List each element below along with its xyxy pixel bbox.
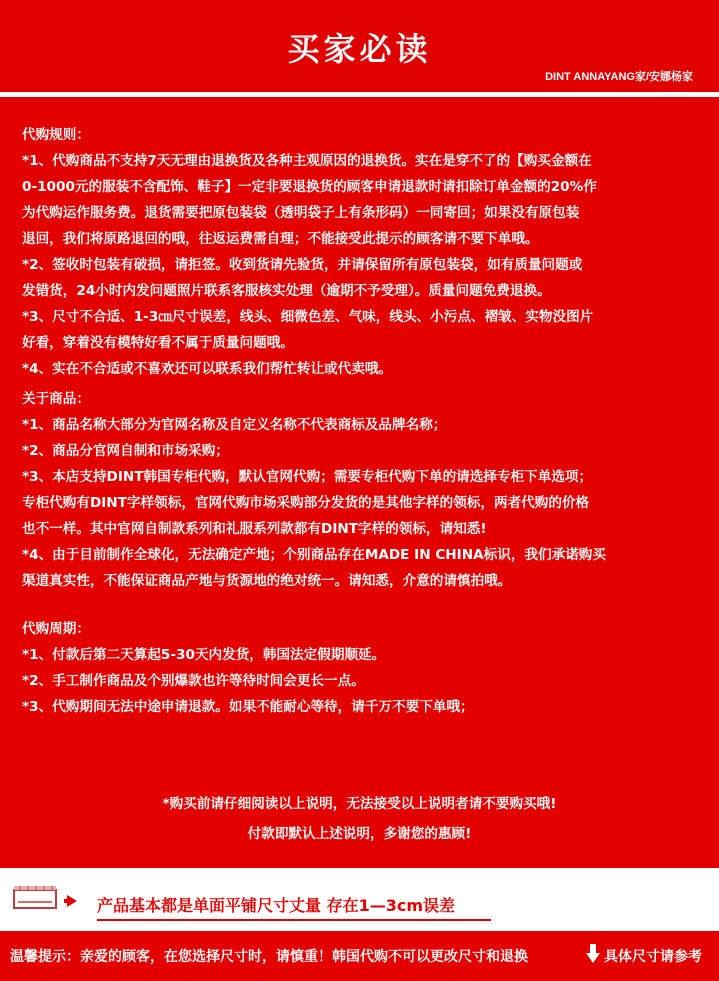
- cycle-line: *1、付款后第二天算起5-30天内发货，韩国法定假期顺延。: [22, 647, 386, 663]
- cycle-line: *2、手工制作商品及个别爆款也许等待时间会更长一点。: [22, 673, 365, 689]
- notice-line-2: 付款即默认上述说明，多谢您的惠顾!: [247, 826, 472, 842]
- rule-line: 好看，穿着没有模特好看不属于质量问题哦。: [22, 335, 294, 351]
- cycle-line: *3、代购期间无法中途申请退款。如果不能耐心等待，请千万不要下单哦；: [22, 699, 474, 715]
- product-line: *2、商品分官网自制和市场采购；: [22, 443, 229, 459]
- rule-line: 发错货，24小时内发问题照片联系客服核实处理（逾期不予受理）。质量问题免费退换。: [22, 283, 551, 299]
- arrow-down-icon: [586, 944, 600, 964]
- product-line: *4、由于目前制作全球化，无法确定产地；个别商品存在MADE IN CHINA标识，我们承诺购买: [22, 547, 606, 563]
- section-heading-cycle: 代购周期：: [22, 621, 90, 637]
- product-line: *3、本店支持DINT韩国专柜代购，默认官网代购；需要专柜代购下单的请选择专柜下单选项；: [22, 469, 593, 485]
- section-heading-purchase-rules: 代购规则：: [22, 127, 90, 143]
- page-title: 买家必读: [287, 30, 432, 68]
- product-line: 专柜代购有DINT字样领标，官网代购市场采购部分发货的是其他字样的领标，两者代购的价格: [22, 495, 590, 511]
- rule-line: 0-1000元的服装不含配饰、鞋子】一定非要退换货的顾客申请退款时请扣除订单金额的20%作: [22, 179, 597, 195]
- brand-name: DINT ANNAYANG家/安娜杨家: [545, 71, 693, 83]
- footer-tip: 温馨提示：亲爱的顾客，在您选择尺寸时，请慎重！韩国代购不可以更改尺寸和退换: [10, 949, 528, 965]
- header-divider: [0, 92, 719, 97]
- rule-line: *1、代购商品不支持7天无理由退换货及各种主观原因的退换货。实在是穿不了的【购买金额在: [22, 153, 592, 169]
- size-note-text: 产品基本都是单面平铺尺寸丈量 存在1—3cm误差: [97, 896, 455, 915]
- rule-line: *4、实在不合适或不喜欢还可以联系我们帮忙转让或代卖哦。: [22, 361, 393, 377]
- rule-line: *3、尺寸不合适、1-3㎝尺寸误差，线头、细微色差、气味，线头、小污点、褶皱、实物没图片: [22, 309, 594, 325]
- arrow-right-head-icon: [67, 895, 77, 907]
- rule-line: 为代购运作服务费。退货需要把原包装袋（透明袋子上有条形码）一同寄回；如果没有原包装: [22, 205, 580, 221]
- product-line: *1、商品名称大部分为官网名称及自定义名称不代表商标及品牌名称；: [22, 417, 447, 433]
- section-spacer: [22, 594, 707, 612]
- product-line: 也不一样。其中官网自制款系列和礼服系列款都有DINT字样的领标，请知悉!: [22, 521, 487, 537]
- rule-line: *2、签收时包装有破损，请拒签。收到货请先验货，并请保留所有原包装袋，如有质量问题或: [22, 257, 583, 273]
- footer-size-reference: 具体尺寸请参考: [604, 949, 702, 965]
- header-banner: [0, 0, 719, 92]
- size-note-underline: [97, 919, 491, 921]
- notice-line-1: *购买前请仔细阅读以上说明，无法接受以上说明者请不要购买哦!: [162, 796, 557, 812]
- rules-content: [22, 118, 707, 720]
- ruler-garment-icon: [12, 884, 60, 912]
- rule-line: 退回，我们将原路退回的哦，往返运费需自理；不能接受此提示的顾客请不要下单哦。: [22, 231, 539, 247]
- product-line: 渠道真实性，不能保证商品产地与货源地的绝对统一。请知悉，介意的请慎拍哦。: [22, 573, 512, 589]
- section-heading-products: 关于商品：: [22, 391, 90, 407]
